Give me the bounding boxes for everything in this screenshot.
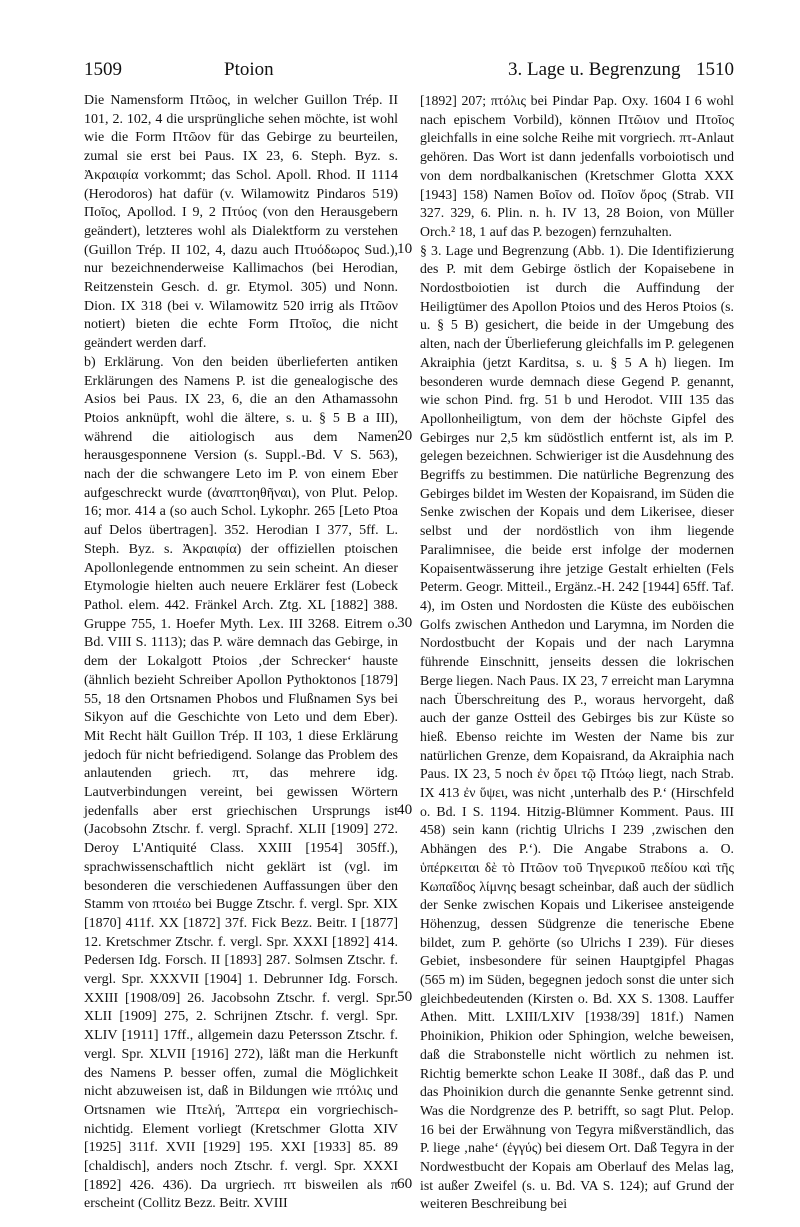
- paragraph-namensform: Die Namensform Πτῶος, in welcher Guillon Trép. II 101, 2. 102, 4 die ursprüngliche sehen möchte, ist wohl wie die Form Πτῶον für das Gebirge zu beurteilen, zumal sie erst bei Paus. IX 23, 6. Steph. Byz. s. Ἀκραιφία vorkommt; das Schol. Apoll. Rhod. II 1114 (Herodoros) hat dafür (v. Wilamowitz Pindaros 519) Ποῖος, Apollod. I 9, 2 Πτύος (von den Herausgebern geändert), letzteres wohl als Dialektform zu verstehen (Guillon Trép. II 102, 4, dazu auch Πτυόδωρος Sud.), nur bezeichnenderweise Kallimachos (bei Herodian, Reitzenstein Gesch. d. gr. Etymol. 305) und Nonn. Dion. IX 318 (bei v. Wilamowitz 520 irrig als Πτῶον notiert) bieten die echte Form Πτοῖος, die nicht geändert werden darf.: [84, 93, 398, 352]
- line-number-10: 10: [397, 240, 413, 257]
- paragraph-erklaerung: b) Erklärung. Von den beiden überlieferten antiken Erklärungen des Namens P. ist die genealogische des Asios bei Paus. IX 23, 6, die an den Athamassohn Ptoios anknüpft, wohl die ältere, s. u. § 5 B a III), während die aitiologisch aus dem Namen herausgesponnene Version (s. Suppl.-Bd. V S. 563), nach der die schwangere Leto im P. von einem Eber aufgeschreckt wurde (ἀναπτοηθῆναι), von Plut. Pelop. 16; mor. 414 a (so auch Schol. Lykophr. 265 [Leto Ptoa auf Delos übertragen]. 352. Herodian I 377, 5ff. L. Steph. Byz. s. Ἀκραιφία) der offiziellen ptoischen Apollonlegende entnommen zu sein scheint. An dieser Etymologie hielten auch neuere Erklärer fest (Lobeck Pathol. elem. 442. Fränkel Arch. Ztg. XL [1882] 388. Gruppe 755, 1. Hoefer Myth. Lex. III 3268. Eitrem o. Bd. VIII S. 1113); das P. wäre demnach das Gebirge, in dem der Lokalgott Ptoios ‚der Schrecker‘ hauste (ähnlich bezieht Schreiber Apollon Pythoktonos [1879] 55, 18 den Ortsnamen Phobos und Flußnamen Sys bei Sikyon auf die Geschichte von Leto und dem Eber). Mit Recht hält Guillon Trép. II 103, 1 diese Erklärung jedoch für nicht befriedigend. Solange das Problem des anlautenden griech. πτ, das mehrere idg. Lautverbindungen vereint, bei gewissen Wörtern jedenfalls aber erst griechischen Ursprungs ist (Jacobsohn Ztschr. f. vergl. Sprachf. XLII [1909] 272. Deroy L'Antiquité Class. XXIII [1954] 305ff.), sprachwissenschaftlich nicht geklärt ist (vgl. im besonderen die verschiedenen Auffassungen über den Stamm von πτοιέω bei Bugge Ztschr. f. vergl. Spr. XIX [1870] 411f. XX [1872] 37f. Fick Bezz. Beitr. I [1877] 12. Kretschmer Ztschr. f. vergl. Spr. XXXI [1892] 414. Pedersen Idg. Forsch. II [1893] 287. Solmsen Ztschr. f. vergl. Spr. XXXVII [1904] 1. Debrunner Idg. Forsch. XXIII [1908/09] 26. Jacobsohn Ztschr. f. vergl. Spr. XLII [1909] 275, 2. Schrijnen Ztschr. f. vergl. Spr. XLIV [1911] 17ff., allgemein dazu Petersson Ztschr. f. vergl. Spr. XLVII [1916] 272), läßt man die Herkunft des Namens P. besser offen, zumal die Möglichkeit nicht abzuweisen ist, daß in Bildungen wie πτόλις und Ortsnamen wie Πτελή, Ἄπτερα ein vorgriechisch-nichtidg. Element vorliegt (Kretschmer Glotta XIV [1925] 311f. XVII [1929] 195. XXI [1933] 85. 89 [chaldisch], anders noch Ztschr. f. vergl. Spr. XXXI [1892] 426. 436). Da urgriech. πτ bisweilen als π erscheint (Collitz Bezz. Beitr. XVIII: [84, 354, 398, 1212]
- line-number-40: 40: [397, 801, 413, 818]
- page-header: [84, 58, 734, 88]
- page-number-left: 1509: [84, 59, 122, 80]
- line-numbers: [0, 92, 800, 1192]
- line-number-30: 30: [397, 614, 413, 631]
- running-title: Ptoion: [224, 59, 274, 80]
- line-number-60: 60: [397, 1175, 413, 1192]
- page-number-right: 1510: [696, 59, 734, 80]
- line-number-50: 50: [397, 988, 413, 1005]
- line-number-20: 20: [397, 427, 413, 444]
- paragraph-lage-begrenzung: § 3. Lage und Begrenzung (Abb. 1). Die Identifizierung des P. mit dem Gebirge östlich der Kopaisebene in Nordostboiotien ist durch die Auffindung der Heiligtümer des Apollon Ptoios und des Heros Ptoios (s. u. § 5 B) gesichert, die beide in der Umgebung des alten, nach der Überlieferung gleichfalls im P. gelegenen Akraiphia (jetzt Karditsa, s. u. § 5 A h) liegen. Im besonderen wurde demnach diese Gegend P. genannt, wie schon Pind. frg. 51 b und Herodot. VIII 135 das Apollonheiligtum, von dem der höchste Gipfel des Gebirges nur 2,5 km südöstlich entfernt ist, als im P. gelegen bezeichnen. Schwieriger ist die Ausdehnung des Begriffs zu bestimmen. Die natürliche Begrenzung des Gebirges bildet im Westen der Kopaisrand, im Süden die Senke zwischen der Kopais und dem Likerisee, dieser selbst und der nordöstlich von ihm liegende Paralimnisee, die beide erst infolge der modernen Kopaisentwässerung ihre jetzige Gestalt erhielten (Fels Peterm. Geogr. Mitteil., Ergänz.-H. 242 [1944] 65ff. Taf. 4), im Osten und Nordosten die Küste des euböischen Golfs zwischen Anthedon und Larymna, im Norden die Nordostbucht der Kopais und der nach Larymna führende Einschnitt, jenseits dessen die lokrischen Berge liegen. Nach Paus. IX 23, 7 erreicht man Larymna nach Überschreitung des P., woraus hervorgeht, daß auch der ganze Ostteil des Gebirges bis zur Küste so hieß. Ebenso reichte im Westen der Name bis zur natürlichen Grenze, dem Kopaisrand, da Akraiphia nach Paus. IX 23, 5 noch ἐν ὄρει τῷ Πτώῳ liegt, nach Strab. IX 413 ἐν ὕψει, was nicht ‚unterhalb des P.‘ (Hirschfeld o. Bd. I S. 1194. Hitzig-Blümner Komment. Paus. III 458) sein kann (richtig Ulrichs I 239 ‚zwischen den Abhängen des P.‘). Die Angabe Strabons a. O. ὑπέρκειται δὲ τὸ Πτῶον τοῦ Τηνερικοῦ πεδίου καὶ τῆς Κωπαΐδος λίμνης besagt scheinbar, daß auch der südlich der Senke zwischen Kopais und Likerisee ansteigende Höhenzug, dessen Südgrenze die tenerische Ebene bildet, zum P. gehörte (so Ulrichs I 239). Für dieses Gebiet, insbesondere für seinen Hauptgipfel Phagas (565 m) im Süden, begegnen jedoch sonst die unter sich gleichbedeutenden (Kirsten o. Bd. XX S. 1308. Lauffer Athen. Mitt. LXIII/LXIV [1938/39] 181f.) Namen Phoinikion, Phikion oder Sphingion, welche beweisen, daß die Strabonstelle nicht wörtlich zu nehmen ist. Richtig bemerkte schon Leake II 308f., daß das P. und das Phoinikion durch die genannte Senke getrennt sind. Was die Nordgrenze des P. betrifft, so sagt Plut. Pelop. 16 bei der Erwähnung von Tegyra mißverständlich, das P. liege ‚nahe‘ (ἐγγύς) bei diesem Ort. Daß Tegyra in der Nordwestbucht der Kopais am Oberlauf des Melas lag, ist außer Zweifel (s. u. Bd. VA S. 124); auf Grund der weiteren Beschreibung bei: [420, 242, 734, 1212]
- paragraph-continuation: [1892] 207; πτόλις bei Pindar Pap. Oxy. 1604 I 6 wohl nach epischem Vorbild), können Πτῶιον und Πτοῖος gleichfalls in eine solche Reihe mit vorgriech. πτ-Anlaut gehören. Das Wort ist dann jedenfalls vorboiotisch und von dem nordbalkanischen (Kretschmer Glotta XXX [1943] 158) Namen Βοῖον od. Ποῖον ὄρος (Strab. VII 327. 329, 6. Plin. n. h. IV 13, 28 Boion, von Müller Orch.² 18, 1 auf das P. bezogen) fernzuhalten.: [420, 93, 734, 239]
- section-title: 3. Lage u. Begrenzung: [508, 59, 681, 80]
